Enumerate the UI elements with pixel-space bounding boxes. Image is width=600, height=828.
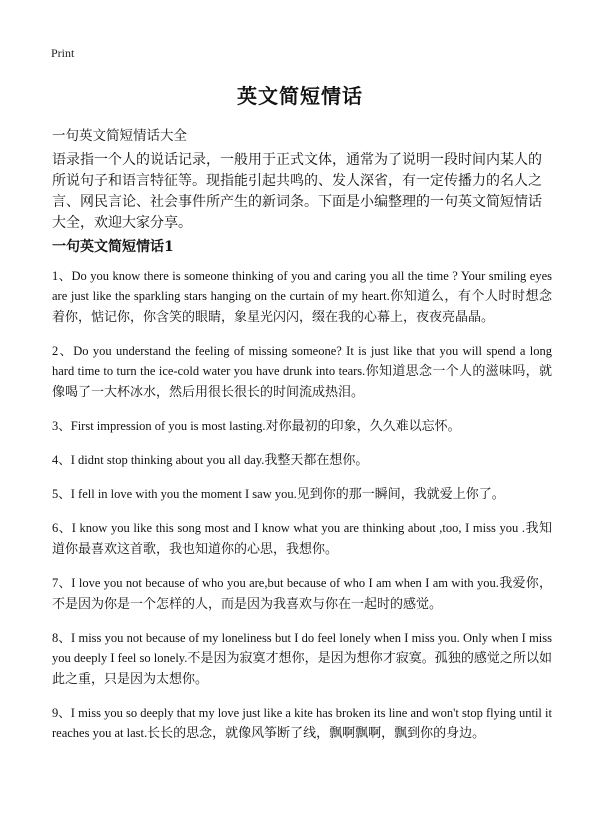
section-heading: 一句英文简短情话1 bbox=[52, 239, 174, 255]
entry-english: 8、I miss you not because of my loneliness but I do feel lonely when I miss you. Only when I miss you deeply I feel so lonely. bbox=[52, 631, 552, 665]
entry-2 bbox=[52, 341, 552, 403]
entry-4 bbox=[52, 450, 552, 471]
entry-9 bbox=[52, 703, 552, 744]
entry-chinese: 你知道思念一个人的滋味吗，就像喝了一大杯冰水，然后用很长很长的时间流成热泪。 bbox=[52, 364, 552, 400]
entry-english: 4、I didnt stop thinking about you all day. bbox=[52, 453, 265, 467]
entry-english: 3、First impression of you is most lasting. bbox=[52, 419, 266, 433]
entry-english: 7、I love you not because of who you are,but because of who I am when I am with you. bbox=[52, 576, 499, 590]
entry-7 bbox=[52, 573, 552, 615]
entry-english: 1、Do you know there is someone thinking of you and caring you all the time ? Your smiling eyes are just like the sparkling stars hanging on the curtain of my heart. bbox=[52, 269, 552, 303]
entry-3 bbox=[52, 416, 552, 437]
entry-chinese: 我爱你，不是因为你是一个怎样的人，而是因为我喜欢与你在一起时的感觉。 bbox=[52, 576, 552, 612]
entry-chinese: 我知道你最喜欢这首歌，我也知道你的心思，我想你。 bbox=[52, 521, 552, 557]
entries-list bbox=[52, 266, 552, 757]
intro-paragraph: 语录指一个人的说话记录，一般用于正式文体，通常为了说明一段时间内某人的所说句子和语言特征等。现指能引起共鸣的、发人深省，有一定传播力的名人之言、网民言论、社会事件所产生的新词条。下面是小编整理的一句英文简短情话大全，欢迎大家分享。 bbox=[52, 152, 542, 231]
entry-1 bbox=[52, 266, 552, 328]
entry-english: 5、I fell in love with you the moment I saw you. bbox=[52, 487, 297, 501]
entry-english: 9、I miss you so deeply that my love just like a kite has broken its line and won't stop flying until it reaches you at last. bbox=[52, 706, 552, 740]
entry-chinese: 对你最初的印象，久久难以忘怀。 bbox=[265, 419, 461, 434]
entry-chinese: 不是因为寂寞才想你，是因为想你才寂寞。孤独的感觉之所以如此之重，只是因为太想你。 bbox=[52, 651, 552, 687]
entry-english: 6、I know you like this song most and I know what you are thinking about ,too, I miss you . bbox=[52, 521, 525, 535]
entry-chinese: 长长的思念，就像风筝断了线，飘啊飘啊，飘到你的身边。 bbox=[147, 726, 486, 741]
entry-6 bbox=[52, 518, 552, 560]
print-label[interactable]: Print bbox=[51, 46, 75, 60]
entry-chinese: 你知道么，有个人时时想念着你，惦记你，你含笑的眼睛，象星光闪闪，缀在我的心幕上，夜夜亮晶晶。 bbox=[52, 289, 552, 325]
entry-english: 2、Do you understand the feeling of missing someone? It is just like that you will spend a long hard time to turn the ice-cold water you have drunk into tears. bbox=[52, 344, 552, 378]
subtitle: 一句英文简短情话大全 bbox=[52, 128, 187, 144]
entry-chinese: 我整天都在想你。 bbox=[264, 453, 369, 468]
entry-chinese: 见到你的那一瞬间，我就爱上你了。 bbox=[296, 487, 505, 502]
entry-8 bbox=[52, 628, 552, 690]
page-title: 英文简短情话 bbox=[237, 84, 363, 108]
entry-5 bbox=[52, 484, 552, 505]
